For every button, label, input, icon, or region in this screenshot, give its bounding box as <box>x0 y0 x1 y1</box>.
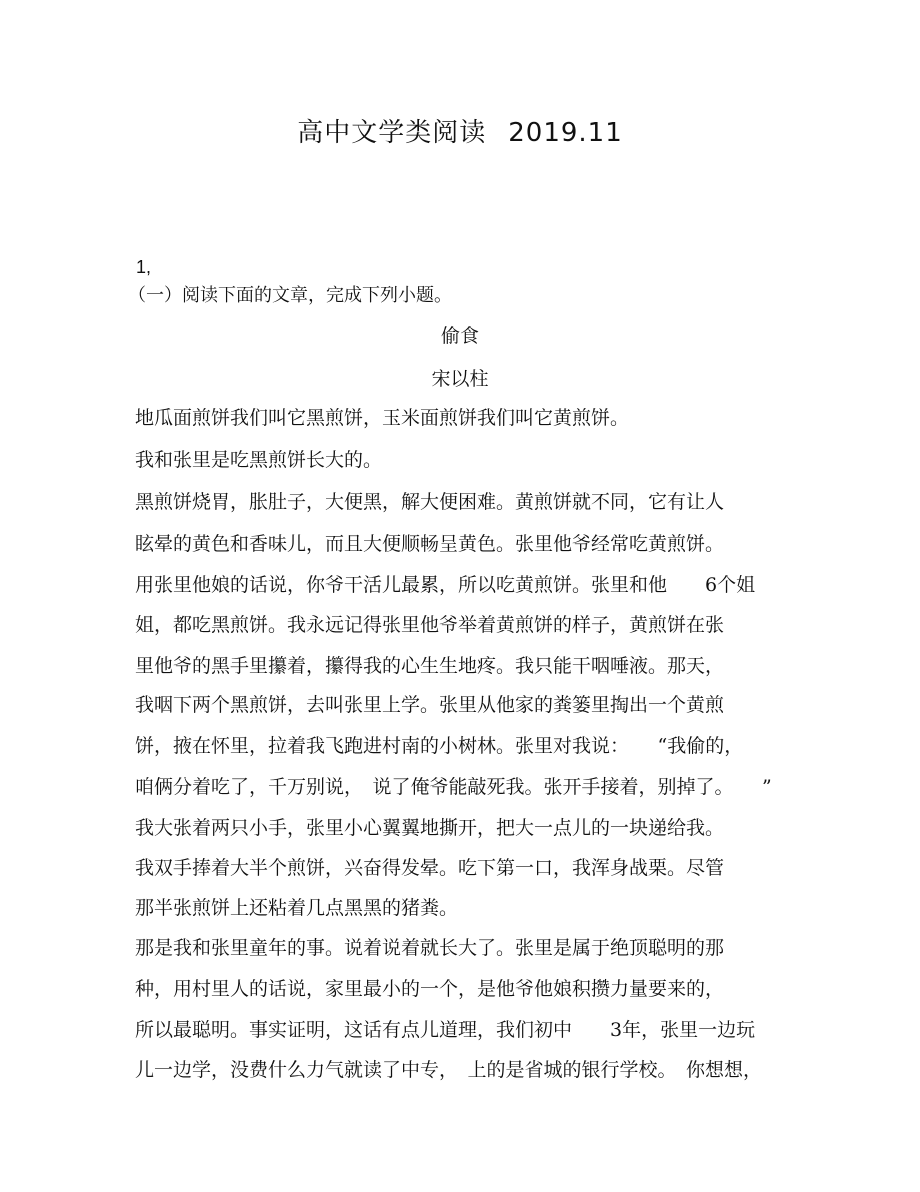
question-number: 1, <box>136 257 152 277</box>
story-author: 宋以柱 <box>431 368 489 390</box>
text-line: 那是我和张里童年的事。说着说着就长大了。张里是属于绝顶聪明的那 <box>135 937 725 959</box>
text-line: 姐，都吃黑煎饼。我永远记得张里他爷举着黄煎饼的样子，黄煎饼在张 <box>135 614 725 636</box>
text-line: 饼，掖在怀里，拉着我飞跑进村南的小树林。张里对我说： “我偷的， <box>135 735 744 757</box>
text-line: 地瓜面煎饼我们叫它黑煎饼，玉米面煎饼我们叫它黄煎饼。 <box>135 407 630 429</box>
document-title <box>0 112 920 149</box>
text-line: 所以最聪明。事实证明，这话有点儿道理，我们初中 3年，张里一边玩 <box>135 1019 756 1041</box>
text-line: 里他爷的黑手里攥着，攥得我的心生生地疼。我只能干咽唾液。那天， <box>135 655 725 677</box>
story-title: 偷食 <box>440 325 479 347</box>
text-line: 我双手捧着大半个煎饼，兴奋得发晕。吃下第一口，我浑身战栗。尽管 <box>135 857 725 879</box>
text-line: 黑煎饼烧胃，胀肚子，大便黑，解大便困难。黄煎饼就不同，它有让人 <box>135 491 725 513</box>
text-line: 用张里他娘的话说，你爷干活儿最累，所以吃黄煎饼。张里和他 6个姐 <box>135 574 756 596</box>
title-text: 高中文学类阅读 <box>297 118 487 148</box>
text-line: 眩晕的黄色和香味儿，而且大便顺畅呈黄色。张里他爷经常吃黄煎饼。 <box>135 533 725 555</box>
question-instruction: （一）阅读下面的文章，完成下列小题。 <box>128 285 452 306</box>
text-line: 儿一边学，没费什么力气就读了中专， 上的是省城的银行学校。 你想想， <box>135 1059 763 1081</box>
text-line: 咱俩分着吃了，千万别说， 说了俺爷能敲死我。张开手接着，别掉了。 ” <box>135 776 772 798</box>
text-line: 我大张着两只小手，张里小心翼翼地撕开，把大一点儿的一块递给我。 <box>135 817 725 839</box>
text-line: 种，用村里人的话说，家里最小的一个，是他爷他娘积攒力量要来的， <box>135 978 725 1000</box>
text-line: 我和张里是吃黑煎饼长大的。 <box>135 449 383 471</box>
title-date: 2019.11 <box>508 118 623 148</box>
text-line: 我咽下两个黑煎饼，去叫张里上学。张里从他家的粪篓里掏出一个黄煎 <box>135 694 725 716</box>
text-line: 那半张煎饼上还粘着几点黑黑的猪粪。 <box>135 897 459 919</box>
